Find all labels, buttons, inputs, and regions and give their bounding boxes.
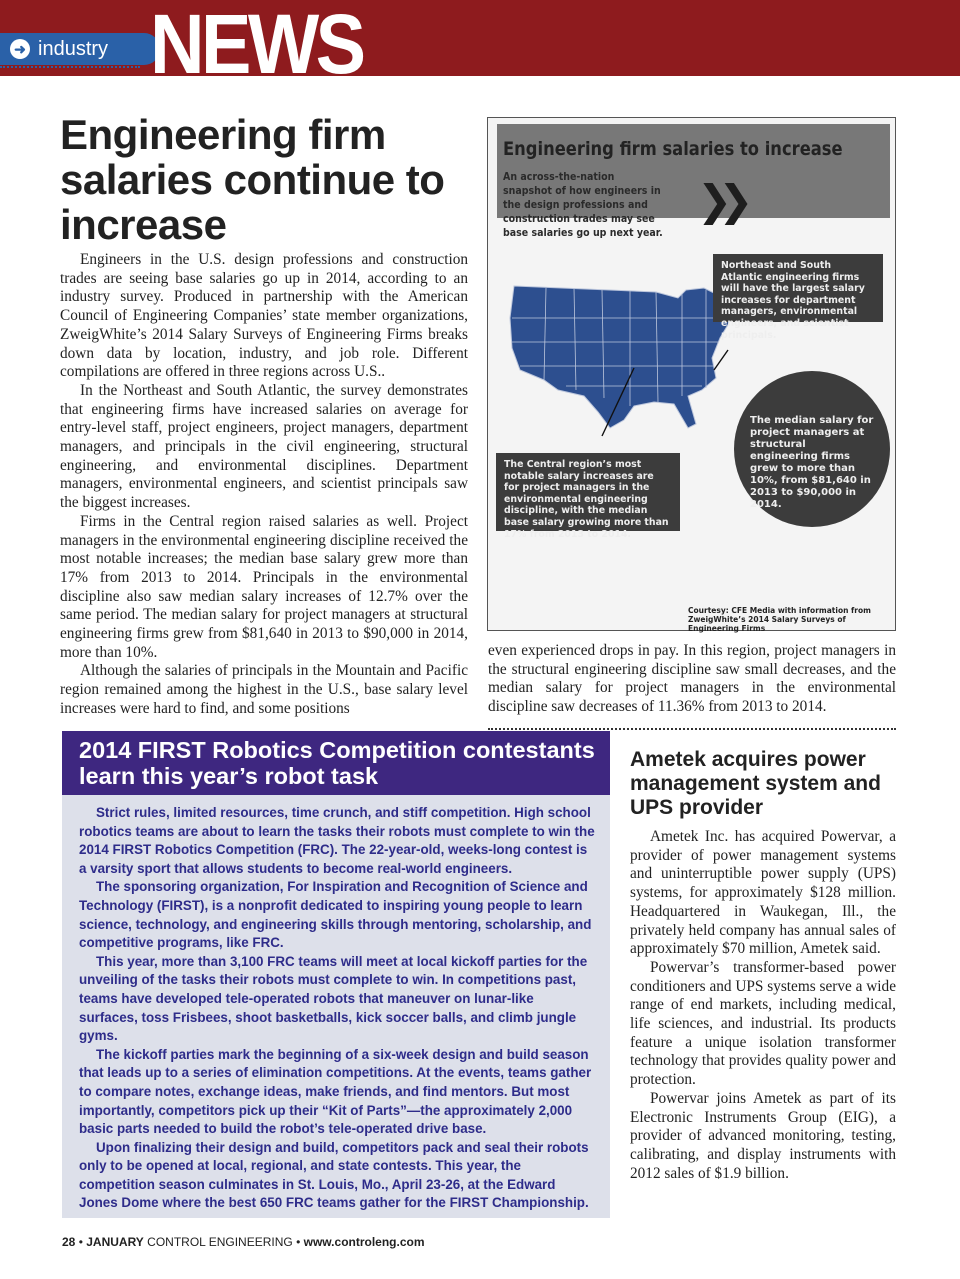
infographic-courtesy: Courtesy: CFE Media with information from ZweigWhite’s 2014 Salary Surveys of Engineering Firms bbox=[688, 606, 871, 633]
arrow-right-icon: ➜ bbox=[10, 39, 30, 59]
ametek-paragraph: Powervar joins Ametek as part of its Electronic Instruments Group (EIG), a provider of advanced monitoring, testing, calibrating, and display instruments with 2012 sales of $1.9 billion. bbox=[630, 1089, 896, 1182]
first-robotics-body bbox=[79, 804, 595, 1213]
callout-northeast: Northeast and South Atlantic engineering firms will have the largest salary increases for department managers, environmental engineers, and scientist principals. bbox=[713, 254, 883, 322]
us-map-image bbox=[506, 278, 746, 448]
callout-central: The Central region’s most notable salary increases are for project managers in the environmental engineering discipline, with the median base salary growing more than 17% from 2013 to 2014. bbox=[496, 453, 680, 531]
article-headline: Engineering firm salaries continue to increase bbox=[60, 111, 445, 248]
footer-separator: • bbox=[78, 1235, 83, 1249]
section-title: NEWS bbox=[150, 0, 363, 91]
infographic-title: Engineering firm salaries to increase bbox=[503, 138, 843, 160]
page-number: 28 bbox=[62, 1235, 76, 1249]
first-paragraph: Upon finalizing their design and build, competitors pack and seal their robots only to be opened at local, regional, and state contests. This year, the competition season culminates in St. Louis, Mo., April 23-26, at the Edward Jones Dome where the best 650 FRC teams gather for the FIRST Championship. bbox=[79, 1139, 589, 1211]
divider bbox=[488, 728, 896, 730]
footer-publication: CONTROL ENGINEERING bbox=[147, 1235, 293, 1249]
infographic bbox=[487, 117, 896, 631]
infographic-header bbox=[497, 124, 890, 239]
callout-median-salary: The median salary for project managers at structural engineering firms grew to more than 10%, from $81,640 in 2013 to $90,000 in 2014. bbox=[734, 371, 890, 527]
article-paragraph: Engineers in the U.S. design professions and construction trades are seeing base salaries go up in 2014, according to an industry survey. Produced in partnership with the American Council of Engineering Companies’ state member organizations, ZweigWhite’s 2014 Salary Surveys of Engineering Firms breaks down data by location, industry, and job role. Different compilations are offered in three regions across U.S.. bbox=[60, 251, 468, 381]
article-paragraph: In the Northeast and South Atlantic, the survey demonstrates that engineering firms have increased salaries on average for entry-level staff, project engineers, project managers, department managers, and principals in the civil engineering, structural engineering, and environmental disciplines. Department managers, environmental engineers, and scientist principals saw the biggest increases. bbox=[60, 381, 468, 512]
ametek-paragraph: Powervar’s transformer-based power conditioners and UPS systems serve a wide range of end markets, including medical, life sciences, and industrial. Its products feature a unique isolation transformer technology that provides quality power and protection. bbox=[630, 958, 896, 1089]
section-label: industry bbox=[38, 38, 109, 60]
article-body bbox=[60, 251, 468, 719]
section-tab[interactable] bbox=[0, 33, 160, 65]
footer-separator: • bbox=[296, 1235, 301, 1249]
first-paragraph: This year, more than 3,100 FRC teams will meet at local kickoff parties for the unveiling of the tasks their robots must complete to win. In competitions past, teams have developed tele-operated robots that maneuver on lunar-like surfaces, toss Frisbees, shoot basketballs, kick soccer balls, and climb jungle gyms. bbox=[79, 953, 588, 1044]
footer-url[interactable]: www.controleng.com bbox=[303, 1235, 425, 1249]
article-paragraph: Firms in the Central region raised salaries as well. Project managers in the environmental engineering discipline received the most notable increases; the median base salary grew more than 17% from 2013 to 2014. Principals in the environmental discipline also saw median salary increases of 12.7% over the same period. The median salary for project managers at structural engineering firms grew from $81,640 in 2013 to $90,000 in 2014, more than 10%. bbox=[60, 512, 468, 661]
first-paragraph: The sponsoring organization, For Inspiration and Recognition of Science and Technology (FIRST), is a nonprofit dedicated to inspiring young people to learn science, technology, and engineering skills through mentoring, scholarship, and competitive programs, like FRC. bbox=[79, 879, 592, 951]
ametek-headline: Ametek acquires power management system and UPS provider bbox=[630, 748, 881, 819]
first-robotics-box bbox=[62, 731, 610, 1218]
first-paragraph: Strict rules, limited resources, time crunch, and stiff competition. High school robotics teams are about to learn the tasks their robots must complete to win the 2014 FIRST Robotics Competition (FRC). The 22-year-old, weeks-long contest is a varsity sport that allows students to become real-world engineers. bbox=[79, 805, 595, 876]
first-paragraph: The kickoff parties mark the beginning of a six-week design and build season that leads up to a series of elimination competitions. At the events, teams gather to compare notes, exchange ideas, make friends, and find mentors. But most importantly, competitors pick up their “Kit of Parts”—the approximately 2,000 basic parts needed to build the robot’s tele-operated drive base. bbox=[79, 1046, 592, 1137]
ametek-body bbox=[630, 828, 896, 1183]
ametek-paragraph: Ametek Inc. has acquired Powervar, a provider of power management systems and uninterruptible power supply (UPS) systems, for approximately $128 million. Headquartered in Waukegan, Ill., the privately held company has annual sales of approximately $70 million, Ametek said. bbox=[630, 828, 896, 958]
chevron-right-icon: ❯❯ bbox=[697, 176, 740, 225]
page-footer bbox=[62, 1235, 425, 1249]
infographic-subtitle: An across-the-nation snapshot of how engineers in the design professions and construction trades may see base salaries go up next year. bbox=[503, 170, 663, 239]
article-continuation: even experienced drops in pay. In this region, project managers in the structural engineering discipline saw small decreases, and the median salary for project managers in the environmental discipline saw decreases of 11.36% from 2013 to 2014. bbox=[488, 642, 896, 716]
first-robotics-title: 2014 FIRST Robotics Competition contestants learn this year’s robot task bbox=[79, 737, 595, 789]
divider bbox=[0, 66, 140, 68]
footer-month: JANUARY bbox=[86, 1235, 144, 1249]
first-robotics-header bbox=[62, 731, 610, 795]
article-paragraph: Although the salaries of principals in the Mountain and Pacific region remained among the highest in the U.S., base salary level increases were hard to find, and some positions bbox=[60, 662, 468, 717]
